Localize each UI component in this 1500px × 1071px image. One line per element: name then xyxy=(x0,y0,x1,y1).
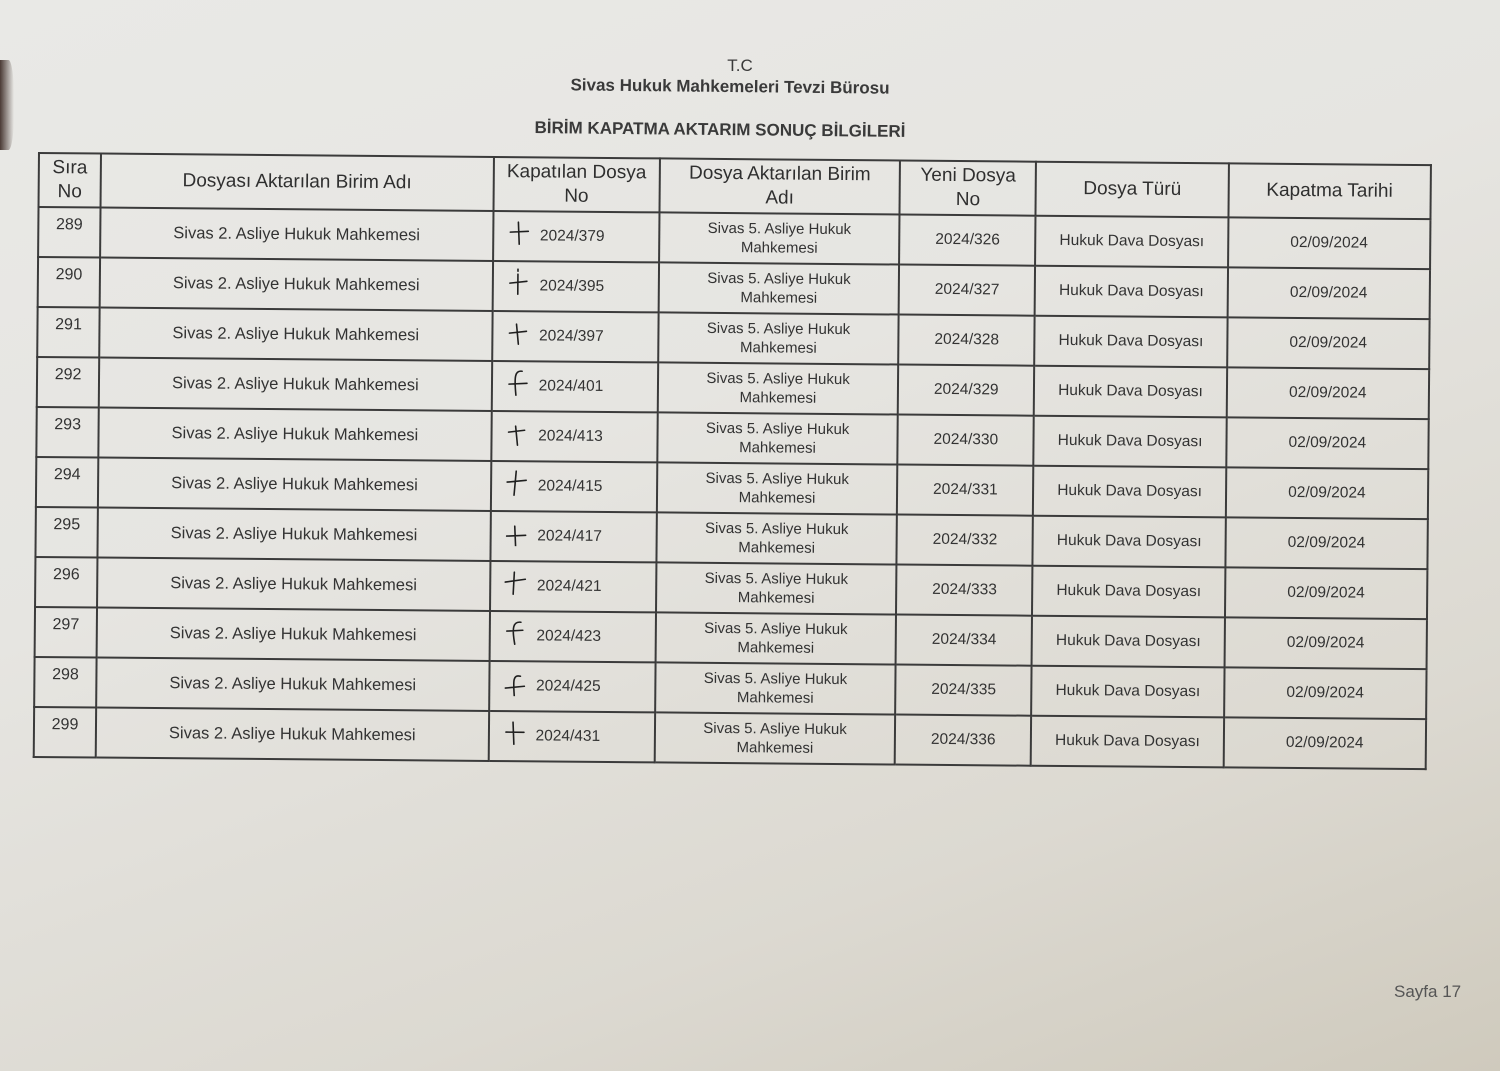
cell-hedef-birim-line2: Mahkemesi xyxy=(739,439,816,457)
cell-hedef-birim-line1: Sivas 5. Asliye Hukuk xyxy=(704,569,849,589)
cell-sira: 293 xyxy=(36,407,99,458)
cell-dosya-turu: Hukuk Dava Dosyası xyxy=(1035,216,1228,268)
cell-dosya-turu: Hukuk Dava Dosyası xyxy=(1033,516,1226,568)
cell-kapatilan xyxy=(491,461,658,512)
cell-sira: 298 xyxy=(34,657,97,708)
cell-sira: 291 xyxy=(37,307,100,358)
cell-hedef-birim-line2: Mahkemesi xyxy=(740,289,818,307)
cell-dosya-turu: Hukuk Dava Dosyası xyxy=(1032,616,1225,668)
cell-dosya-turu: Hukuk Dava Dosyası xyxy=(1034,366,1227,418)
cell-kapatma-tarihi: 02/09/2024 xyxy=(1226,467,1429,519)
pen-check-mark-icon xyxy=(502,668,526,696)
cell-yeni-no: 2024/332 xyxy=(897,515,1034,566)
cell-hedef-birim xyxy=(656,512,897,564)
cell-hedef-birim-line1: Sivas 5. Asliye Hukuk xyxy=(707,219,852,239)
cell-hedef-birim xyxy=(659,212,900,264)
cell-yeni-no: 2024/326 xyxy=(899,215,1036,266)
cell-kapatilan-no: 2024/415 xyxy=(537,477,603,495)
cell-kapatma-tarihi: 02/09/2024 xyxy=(1226,417,1429,469)
col-header-yeni-line2: No xyxy=(955,189,981,211)
cell-sira: 295 xyxy=(35,507,98,558)
cell-kapatma-tarihi: 02/09/2024 xyxy=(1226,367,1429,419)
cell-hedef-birim-line1: Sivas 5. Asliye Hukuk xyxy=(703,669,848,689)
cell-kapatilan xyxy=(491,361,658,412)
cell-kapatma-tarihi: 02/09/2024 xyxy=(1227,317,1430,369)
cell-hedef-birim-line2: Mahkemesi xyxy=(736,689,814,707)
cell-kaynak-birim: Sivas 2. Asliye Hukuk Mahkemesi xyxy=(96,658,489,711)
cell-kapatma-tarihi: 02/09/2024 xyxy=(1223,717,1426,769)
cell-kapatma-tarihi: 02/09/2024 xyxy=(1224,667,1427,719)
cell-hedef-birim-line1: Sivas 5. Asliye Hukuk xyxy=(704,619,848,639)
cell-kapatilan-no: 2024/401 xyxy=(538,377,604,395)
col-header-aktarilan-line1: Dosya Aktarılan Birim xyxy=(688,162,871,186)
pen-check-mark-icon xyxy=(502,618,526,646)
pen-check-mark-icon xyxy=(505,268,529,296)
cell-kapatilan-no: 2024/413 xyxy=(538,427,603,445)
cell-hedef-birim-line2: Mahkemesi xyxy=(737,589,815,607)
cell-hedef-birim-line2: Mahkemesi xyxy=(736,739,814,757)
cell-hedef-birim-line1: Sivas 5. Asliye Hukuk xyxy=(707,269,851,289)
cell-dosya-turu: Hukuk Dava Dosyası xyxy=(1034,416,1227,468)
header-office: Sivas Hukuk Mahkemeleri Tevzi Bürosu xyxy=(570,75,890,98)
col-header-sira-line2: No xyxy=(57,181,82,203)
cell-kaynak-birim: Sivas 2. Asliye Hukuk Mahkemesi xyxy=(98,408,491,461)
cell-hedef-birim-line2: Mahkemesi xyxy=(737,639,815,657)
col-header-kapatilan-line2: No xyxy=(564,185,589,207)
cell-kaynak-birim: Sivas 2. Asliye Hukuk Mahkemesi xyxy=(100,208,493,261)
cell-hedef-birim xyxy=(655,662,896,714)
cell-yeni-no: 2024/329 xyxy=(898,365,1035,416)
col-header-yeni xyxy=(900,161,1037,216)
cell-kapatilan xyxy=(493,211,660,262)
cell-hedef-birim-line1: Sivas 5. Asliye Hukuk xyxy=(705,419,850,439)
cell-kaynak-birim: Sivas 2. Asliye Hukuk Mahkemesi xyxy=(99,358,492,411)
cell-dosya-turu: Hukuk Dava Dosyası xyxy=(1035,266,1228,318)
cell-kapatma-tarihi: 02/09/2024 xyxy=(1225,517,1428,569)
cell-hedef-birim xyxy=(657,462,898,514)
cell-hedef-birim xyxy=(658,262,899,314)
pen-check-mark-icon xyxy=(506,218,530,246)
pen-check-mark-icon xyxy=(505,368,529,396)
cell-sira: 297 xyxy=(35,607,98,658)
cell-kapatilan-no: 2024/425 xyxy=(535,677,601,695)
cell-kapatilan xyxy=(492,311,659,362)
cell-kapatilan xyxy=(489,611,656,662)
pen-check-mark-icon xyxy=(503,568,527,596)
cell-sira: 299 xyxy=(34,707,97,758)
cell-hedef-birim xyxy=(658,362,899,414)
cell-yeni-no: 2024/336 xyxy=(895,715,1032,766)
cell-kapatilan-no: 2024/379 xyxy=(539,227,605,245)
col-header-dosyasi-aktarilan: Dosyası Aktarılan Birim Adı xyxy=(101,154,494,211)
cell-dosya-turu: Hukuk Dava Dosyası xyxy=(1032,566,1225,618)
cell-kaynak-birim: Sivas 2. Asliye Hukuk Mahkemesi xyxy=(98,508,491,561)
cell-kaynak-birim: Sivas 2. Asliye Hukuk Mahkemesi xyxy=(98,458,491,511)
pen-check-mark-icon xyxy=(503,518,527,546)
cell-kapatilan-no: 2024/431 xyxy=(535,727,601,745)
pen-check-mark-icon xyxy=(504,468,528,496)
cell-kaynak-birim: Sivas 2. Asliye Hukuk Mahkemesi xyxy=(97,558,490,611)
cell-kapatilan xyxy=(491,411,658,462)
cell-kapatilan xyxy=(488,711,655,762)
cell-hedef-birim-line2: Mahkemesi xyxy=(738,489,816,507)
cell-yeni-no: 2024/327 xyxy=(899,265,1036,316)
col-header-tur: Dosya Türü xyxy=(1036,162,1229,218)
cell-dosya-turu: Hukuk Dava Dosyası xyxy=(1033,466,1226,518)
col-header-kapatilan-line1: Kapatılan Dosya xyxy=(506,161,647,184)
col-header-kapatilan xyxy=(493,157,660,212)
cell-hedef-birim xyxy=(655,712,896,764)
cell-hedef-birim-line2: Mahkemesi xyxy=(740,239,818,257)
cell-yeni-no: 2024/333 xyxy=(896,565,1033,616)
col-header-aktarilan xyxy=(659,158,900,214)
cell-hedef-birim-line1: Sivas 5. Asliye Hukuk xyxy=(706,319,851,339)
cell-sira: 296 xyxy=(35,557,98,608)
cell-hedef-birim-line2: Mahkemesi xyxy=(738,539,816,557)
cell-kapatilan xyxy=(489,661,656,712)
cell-kapatma-tarihi: 02/09/2024 xyxy=(1228,217,1431,269)
cell-kapatilan-no: 2024/395 xyxy=(539,277,605,295)
cell-yeni-no: 2024/330 xyxy=(898,415,1035,466)
results-table-wrapper xyxy=(33,152,1432,770)
col-header-sira-line1: Sıra xyxy=(52,157,88,179)
cell-yeni-no: 2024/328 xyxy=(898,315,1035,366)
pen-check-mark-icon xyxy=(501,718,525,746)
pen-check-mark-icon xyxy=(504,418,528,446)
col-header-tarih: Kapatma Tarihi xyxy=(1228,163,1431,219)
cell-kapatilan xyxy=(490,561,657,612)
cell-kaynak-birim: Sivas 2. Asliye Hukuk Mahkemesi xyxy=(96,708,489,761)
cell-kapatma-tarihi: 02/09/2024 xyxy=(1224,617,1427,669)
col-header-aktarilan-line2: Adı xyxy=(765,187,795,209)
page-number: Sayfa 17 xyxy=(1394,982,1462,1001)
cell-sira: 289 xyxy=(38,207,101,258)
cell-hedef-birim-line1: Sivas 5. Asliye Hukuk xyxy=(705,519,849,539)
cell-dosya-turu: Hukuk Dava Dosyası xyxy=(1032,666,1225,718)
cell-hedef-birim-line1: Sivas 5. Asliye Hukuk xyxy=(706,369,850,389)
cell-hedef-birim xyxy=(656,562,897,614)
table-body xyxy=(34,207,1431,769)
cell-hedef-birim xyxy=(655,612,896,664)
cell-hedef-birim-line2: Mahkemesi xyxy=(739,339,817,357)
cell-kaynak-birim: Sivas 2. Asliye Hukuk Mahkemesi xyxy=(100,258,493,311)
cell-kapatilan xyxy=(492,261,659,312)
cell-kapatilan-no: 2024/421 xyxy=(536,577,602,595)
cell-hedef-birim xyxy=(658,312,899,364)
cell-sira: 290 xyxy=(38,257,101,308)
cell-hedef-birim-line2: Mahkemesi xyxy=(739,389,817,407)
cell-sira: 292 xyxy=(37,357,100,408)
cell-kapatilan xyxy=(490,511,657,562)
cell-hedef-birim-line1: Sivas 5. Asliye Hukuk xyxy=(705,469,849,489)
cell-kapatilan-no: 2024/417 xyxy=(537,527,603,545)
cell-dosya-turu: Hukuk Dava Dosyası xyxy=(1031,716,1224,768)
cell-kapatma-tarihi: 02/09/2024 xyxy=(1225,567,1428,619)
cell-kapatma-tarihi: 02/09/2024 xyxy=(1227,267,1430,319)
header-tc: T.C xyxy=(727,56,753,75)
results-table xyxy=(33,152,1432,770)
cell-kapatilan-no: 2024/397 xyxy=(538,327,604,345)
cell-dosya-turu: Hukuk Dava Dosyası xyxy=(1035,316,1228,368)
col-header-sira xyxy=(39,153,102,208)
cell-sira: 294 xyxy=(36,457,99,508)
cell-kapatilan-no: 2024/423 xyxy=(536,627,602,645)
col-header-yeni-line1: Yeni Dosya xyxy=(920,164,1016,187)
cell-hedef-birim xyxy=(657,412,898,464)
cell-yeni-no: 2024/335 xyxy=(895,665,1032,716)
cell-yeni-no: 2024/331 xyxy=(897,465,1034,516)
cell-hedef-birim-line1: Sivas 5. Asliye Hukuk xyxy=(703,719,847,739)
pen-check-mark-icon xyxy=(505,318,529,346)
cell-kaynak-birim: Sivas 2. Asliye Hukuk Mahkemesi xyxy=(99,308,492,361)
cell-kaynak-birim: Sivas 2. Asliye Hukuk Mahkemesi xyxy=(97,608,490,661)
document-title: BİRİM KAPATMA AKTARIM SONUÇ BİLGİLERİ xyxy=(534,118,906,141)
cell-yeni-no: 2024/334 xyxy=(896,615,1033,666)
